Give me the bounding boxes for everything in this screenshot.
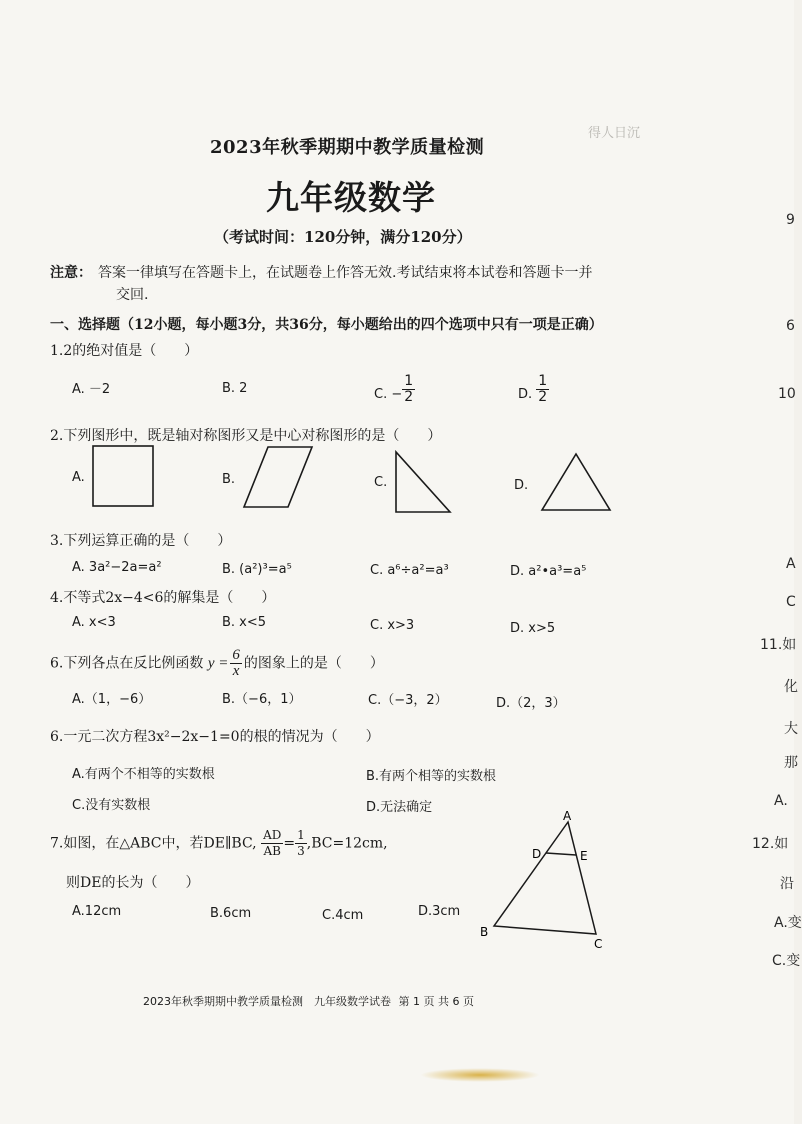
notice-line-1: 答案一律填写在答题卡上，在试题卷上作答无效.考试结束将本试卷和答题卡一并 [98,265,593,281]
fraction-numerator: 1 [538,373,548,389]
fraction-denominator: 2 [404,389,414,405]
edge-text: A [786,556,796,572]
q7-ratio-fraction [261,828,283,859]
point-e-label: E [580,849,588,863]
fraction-denominator: x [232,663,240,679]
question-4-stem: 4.不等式2x−4<6的解集是（ ） [50,590,276,606]
q7-stem-tail: ,BC=12cm, [306,835,388,852]
fraction-numerator: AD [263,828,282,842]
q7-value-fraction [295,828,307,859]
q5-option-a: A.（1，−6） [72,692,152,707]
q1-option-d-fraction [536,374,549,405]
q2-option-d: D. [514,478,529,493]
page-footer [143,993,474,1009]
question-6-stem: 6.一元二次方程3x²−2x−1=0的根的情况为（ ） [50,729,380,745]
q6-option-d: D.无法确定 [366,800,433,815]
q5-fraction [230,648,242,679]
point-d-label: D [532,847,542,861]
exam-time-note: （考试时间：120分钟，满分120分） [214,228,472,246]
edge-text: 11.如 [760,637,797,653]
question-5-stem [50,648,384,679]
q7-stem-text: 7.如图，在△ABC中，若DE∥BC, [50,835,257,852]
q7-option-a: A.12cm [72,904,122,919]
q5-stem-text: 6.下列各点在反比例函数 [50,655,204,672]
q6-option-a: A.有两个不相等的实数根 [72,767,215,782]
edge-text: C [786,594,796,610]
q3-option-d: D. a²•a³=a⁵ [510,564,587,579]
fraction-numerator: 6 [232,647,240,663]
edge-text: 沿 [780,876,794,892]
edge-text: 10 [778,386,796,402]
edge-text: 6 [786,318,795,334]
q1-option-d-label: D. [518,387,537,402]
q4-option-c: C. x>3 [370,618,415,633]
q7-option-c: C.4cm [322,908,364,923]
question-7-stem [50,828,388,859]
q2-option-b: B. [222,472,236,487]
question-3-stem: 3.下列运算正确的是（ ） [50,533,232,549]
edge-text: 12.如 [752,836,789,852]
square-figure [88,442,160,510]
fraction-denominator: AB [263,844,281,858]
q1-option-c-fraction [402,374,415,405]
q5-stem-tail: 的图象上的是（ ） [243,655,384,672]
vertex-c-label: C [594,937,603,951]
q3-option-a: A. 3a²−2a=a² [72,560,162,575]
q3-option-c: C. a⁶÷a²=a³ [370,563,449,578]
q3-option-b: B. (a²)³=a⁵ [222,562,292,577]
subject-title: 九年级数学 [266,178,436,217]
q4-option-d: D. x>5 [510,621,556,636]
question-1-stem: 1.2的绝对值是（ ） [50,343,199,359]
q6-option-c: C.没有实数根 [72,798,151,813]
vertex-b-label: B [480,925,489,939]
triangle-abc [494,822,596,934]
triangle-abc-figure [476,808,616,956]
q2-option-a: A. [72,470,85,485]
fraction-denominator: 2 [538,389,548,405]
q5-option-c: C.（−3，2） [368,693,448,708]
fraction-denominator: 3 [297,844,305,858]
q4-option-a: A. x<3 [72,615,116,630]
edge-text: 化 [784,679,798,695]
edge-text: 大 [784,721,798,737]
edge-text: C.变 [772,953,801,969]
edge-text: 9 [786,212,795,228]
q5-function: y = [207,655,229,672]
edge-text: A. [774,793,788,809]
edge-text: A.变 [774,915,802,931]
footer-page-number: 第 1 页 共 6 页 [398,995,474,1008]
section-heading: 一、选择题（12小题，每小题3分，共36分，每小题给出的四个选项中只有一项是正确） [50,317,603,333]
edge-text: 那 [784,755,798,771]
notice-line-2: 交回. [116,287,149,303]
q6-option-b: B.有两个相等的实数根 [366,769,497,784]
q2-option-c: C. [374,475,388,490]
q7-option-b: B.6cm [210,906,252,921]
fraction-numerator: 1 [297,828,305,842]
fraction-numerator: 1 [404,373,414,389]
q7-option-d: D.3cm [418,904,461,919]
question-7-line-2: 则DE的长为（ ） [66,875,200,891]
q1-option-d [518,373,549,405]
q1-option-c-label: C. − [374,387,403,402]
q5-option-b: B.（−6，1） [222,692,302,707]
equilateral-triangle-figure [536,450,616,516]
segment-de [546,853,576,855]
q5-option-d: D.（2，3） [496,696,566,711]
bleed-through-text: 得人日沉 [588,126,641,141]
right-triangle-figure [388,448,458,516]
q7-equals: = [283,835,296,852]
q1-option-b: B. 2 [222,381,248,396]
scan-smudge [420,1068,540,1082]
exam-title: 2023年秋季期期中教学质量检测 [210,137,485,158]
vertex-a-label: A [563,809,572,823]
question-2-stem: 2.下列图形中，既是轴对称图形又是中心对称图形的是（ ） [50,428,442,444]
q1-option-a: A. －2 [72,382,111,397]
footer-title: 2023年秋季期期中教学质量检测 九年级数学试卷 [143,995,391,1008]
q4-option-b: B. x<5 [222,615,267,630]
q1-option-c [374,373,415,405]
notice-label: 注意： [50,265,92,281]
parallelogram-figure [240,443,316,513]
